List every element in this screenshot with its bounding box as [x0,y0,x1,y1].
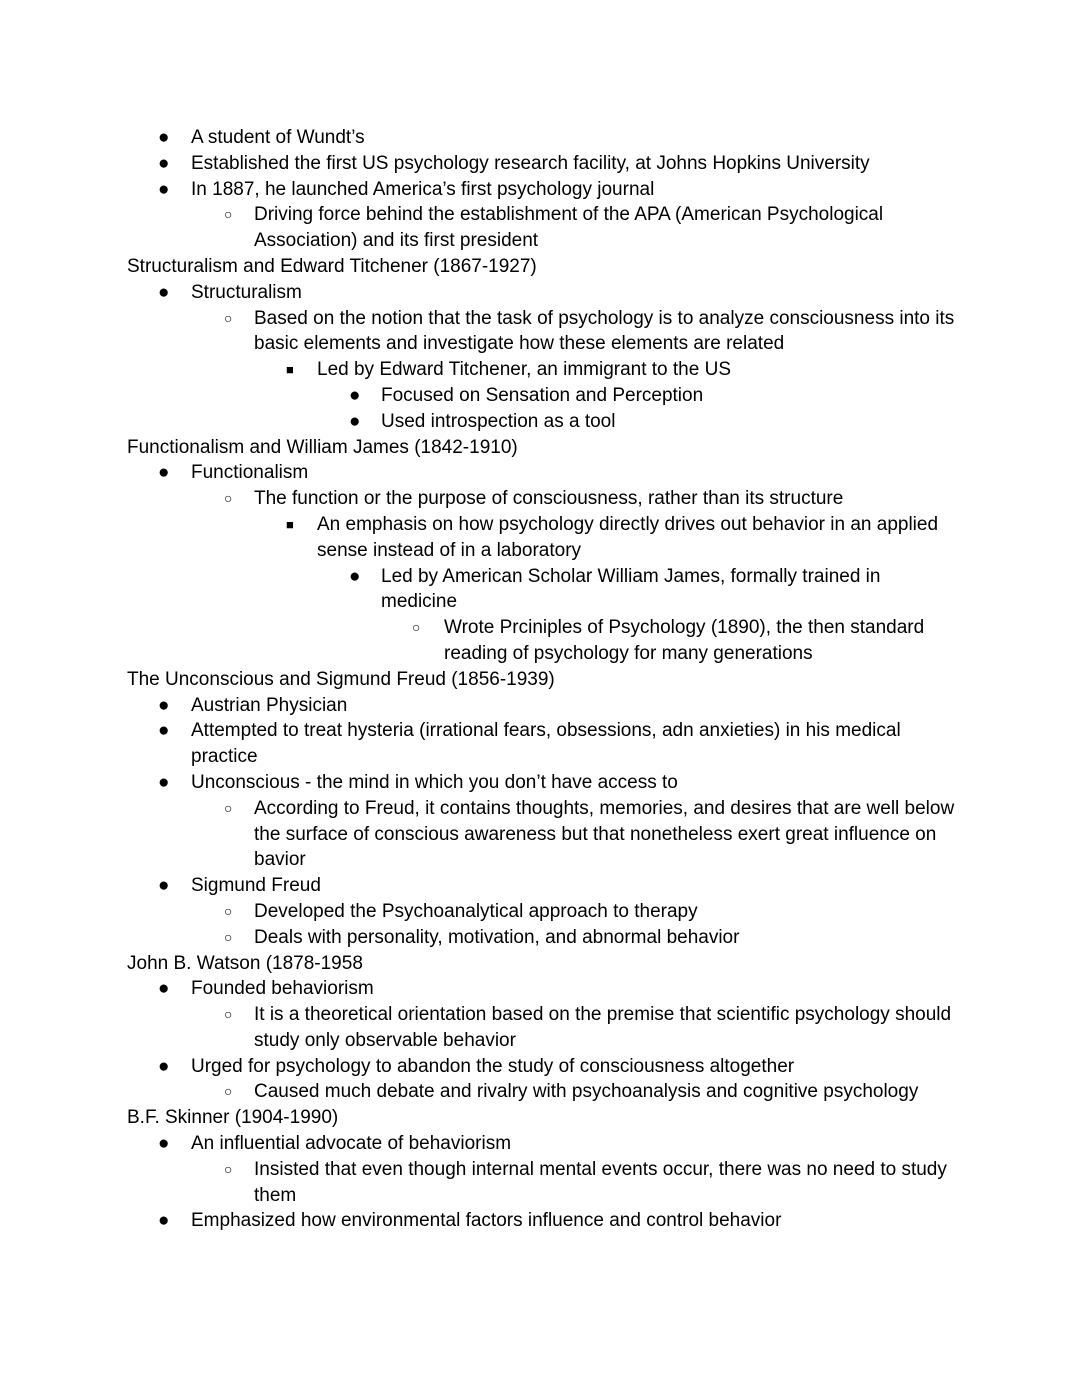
list-item-text: Caused much debate and rivalry with psychoanalysis and cognitive psychology [254,1081,919,1103]
list-item-text: Attempted to treat hysteria (irrational fears, obsessions, adn anxieties) in his medical practice [191,720,901,768]
list-item-text: The function or the purpose of consciousness, rather than its structure [254,488,844,510]
list-item-text: Functionalism [191,462,309,484]
bullet-circle-icon: ○ [412,619,421,636]
list-item-text: Used introspection as a tool [381,410,616,432]
bullet-circle-icon: ○ [224,1083,233,1100]
list-item [0,770,1080,796]
list-item [0,796,1080,873]
bullet-circle-icon: ○ [224,902,233,919]
bullet-disc-icon: ● [158,1133,170,1155]
list-item [0,151,1080,177]
bullet-disc-icon: ● [158,1055,170,1077]
bullet-square-icon: ■ [286,516,294,532]
list-item [0,693,1080,719]
list-item-text: Led by Edward Titchener, an immigrant to the US [317,359,731,381]
bullet-disc-icon: ● [158,875,170,897]
list-item-text: Established the first US psychology research facility, at Johns Hopkins University [191,152,870,174]
section-heading [0,667,1080,693]
bullet-disc-icon: ● [158,771,170,793]
bullet-disc-icon: ● [158,1210,170,1232]
list-item [0,564,1080,616]
list-item-text: Emphasized how environmental factors influence and control behavior [191,1210,782,1232]
section-heading-text: B.F. Skinner (1904-1990) [127,1107,339,1129]
section-heading-text: John B. Watson (1878-1958 [127,952,363,974]
bullet-disc-icon: ● [158,694,170,716]
bullet-square-icon: ■ [286,362,294,378]
list-item-text: Wrote Prciniples of Psychology (1890), the then standard reading of psychology for many generations [444,617,925,664]
section-heading [0,951,1080,977]
list-item [0,899,1080,925]
bullet-disc-icon: ● [158,178,170,200]
list-item [0,976,1080,1002]
list-item-text: It is a theoretical orientation based on the premise that scientific psychology should study only observable behavior [254,1004,952,1051]
section-heading-text: The Unconscious and Sigmund Freud (1856-1939) [127,668,555,690]
list-item-text: Sigmund Freud [191,875,321,897]
list-item-text: Founded behaviorism [191,978,374,1000]
section-heading [0,1105,1080,1131]
list-item-text: Urged for psychology to abandon the study of consciousness altogether [191,1055,795,1077]
bullet-disc-icon: ● [158,978,170,1000]
list-item-text: Insisted that even though internal mental events occur, there was no need to study them [254,1158,947,1206]
list-item [0,1157,1080,1209]
list-item [0,1131,1080,1157]
section-heading [0,254,1080,280]
list-item-text: Structuralism [191,281,302,303]
bullet-circle-icon: ○ [224,206,233,223]
list-item-text: Austrian Physician [191,694,348,716]
list-item [0,486,1080,512]
list-item-text: Unconscious - the mind in which you don’t have access to [191,771,678,793]
bullet-disc-icon: ● [349,565,361,587]
list-item [0,873,1080,899]
list-item-text: According to Freud, it contains thoughts, memories, and desires that are well below the surface of conscious awareness but that nonetheless exert great influence on bavior [254,797,955,871]
bullet-disc-icon: ● [158,281,170,303]
list-item-text: A student of Wundt’s [191,127,365,148]
list-item [0,925,1080,951]
bullet-circle-icon: ○ [224,1160,233,1177]
list-item-text: An emphasis on how psychology directly drives out behavior in an applied sense instead of in a laboratory [317,513,939,561]
list-item-text: Led by American Scholar William James, formally trained in medicine [381,565,881,613]
bullet-disc-icon: ● [349,410,361,432]
section-heading-text: Functionalism and William James (1842-1910) [127,436,518,458]
bullet-disc-icon: ● [158,720,170,742]
list-item-text: Based on the notion that the task of psychology is to analyze consciousness into its basic elements and investigate how these elements are related [254,307,955,355]
notes-document [0,125,1080,1234]
list-item [0,512,1080,564]
bullet-disc-icon: ● [158,462,170,484]
list-item-text: An influential advocate of behaviorism [191,1133,512,1155]
bullet-circle-icon: ○ [224,799,233,816]
bullet-disc-icon: ● [158,152,170,174]
bullet-circle-icon: ○ [224,490,233,507]
list-item [0,409,1080,435]
list-item [0,1002,1080,1054]
list-item [0,615,1080,667]
list-item [0,718,1080,770]
list-item [0,202,1080,254]
bullet-disc-icon: ● [158,127,170,148]
list-item [0,1208,1080,1234]
bullet-circle-icon: ○ [224,309,233,326]
bullet-disc-icon: ● [349,384,361,406]
section-heading-text: Structuralism and Edward Titchener (1867-1927) [127,255,537,277]
bullet-circle-icon: ○ [224,928,233,945]
section-heading [0,435,1080,461]
list-item [0,125,1080,151]
list-item [0,1079,1080,1105]
list-item [0,280,1080,306]
list-item-text: In 1887, he launched America’s first psychology journal [191,178,655,200]
list-item [0,1054,1080,1080]
list-item-text: Driving force behind the establishment of the APA (American Psychological Association) and its first president [254,204,884,252]
list-item [0,357,1080,383]
bullet-circle-icon: ○ [224,1006,233,1023]
list-item [0,177,1080,203]
list-item [0,306,1080,358]
list-item-text: Deals with personality, motivation, and abnormal behavior [254,926,740,948]
list-item-text: Developed the Psychoanalytical approach to therapy [254,900,698,922]
list-item [0,460,1080,486]
list-item-text: Focused on Sensation and Perception [381,384,704,406]
list-item [0,383,1080,409]
